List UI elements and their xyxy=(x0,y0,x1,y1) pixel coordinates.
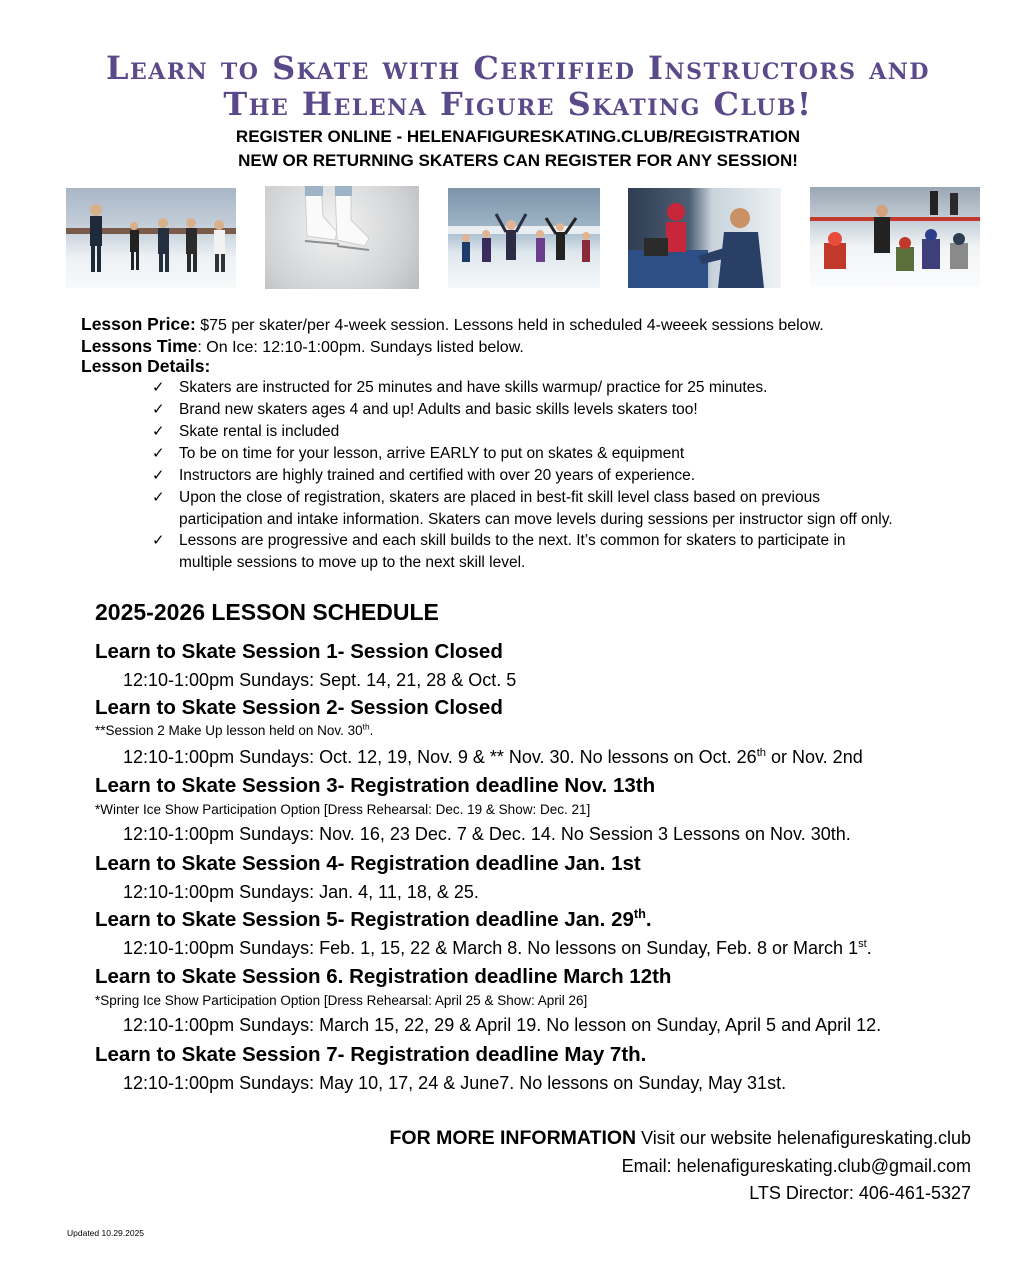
session-2-note-end: . xyxy=(369,723,374,738)
session-5-dates-sup: st xyxy=(858,938,867,950)
lesson-time-text: : On Ice: 12:10-1:00pm. Sundays listed below. xyxy=(197,339,524,356)
photo-kids-celebrating xyxy=(448,188,600,288)
session-1-title: Learn to Skate Session 1- Session Closed xyxy=(95,640,503,663)
check-icon: ✓ xyxy=(152,489,165,506)
session-5-title-end: . xyxy=(645,908,652,931)
detail-item-continued: multiple sessions to move up to the next skill level. xyxy=(179,554,526,571)
session-5-title-text: Learn to Skate Session 5- Registration deadline Jan. 29 xyxy=(95,908,634,931)
lesson-price xyxy=(81,314,824,336)
photo-coach-helping-child xyxy=(628,188,781,288)
check-icon: ✓ xyxy=(152,401,165,418)
check-icon: ✓ xyxy=(152,445,165,462)
lesson-price-label: Lesson Price: xyxy=(81,314,196,334)
title-line-2: The Helena Figure Skating Club! xyxy=(223,85,813,123)
detail-item: Brand new skaters ages 4 and up! Adults and basic skills levels skaters too! xyxy=(179,401,698,418)
session-2-dates-sup: th xyxy=(756,747,766,759)
session-3-dates: 12:10-1:00pm Sundays: Nov. 16, 23 Dec. 7 & Dec. 14. No Session 3 Lessons on Nov. 30th. xyxy=(123,824,851,844)
check-icon: ✓ xyxy=(152,423,165,440)
session-6-dates: 12:10-1:00pm Sundays: March 15, 22, 29 & April 19. No lesson on Sunday, April 5 and April 12. xyxy=(123,1015,882,1035)
session-7-title: Learn to Skate Session 7- Registration deadline May 7th. xyxy=(95,1043,647,1066)
lesson-time-label: Lessons Time xyxy=(81,336,198,356)
check-icon: ✓ xyxy=(152,467,165,484)
session-2-dates xyxy=(123,745,863,769)
session-7-dates: 12:10-1:00pm Sundays: May 10, 17, 24 & June7. No lessons on Sunday, May 31st. xyxy=(123,1073,787,1093)
lesson-price-text: $75 per skater/per 4-week session. Lessons held in scheduled 4-weeek sessions below. xyxy=(195,317,824,334)
session-5-title-sup: th xyxy=(633,906,646,922)
detail-item: To be on time for your lesson, arrive EARLY to put on skates & equipment xyxy=(179,445,685,462)
updated-date: Updated 10.29.2025 xyxy=(67,1228,145,1238)
detail-item: Skaters are instructed for 25 minutes and have skills warmup/ practice for 25 minutes. xyxy=(179,379,768,396)
detail-item: Skate rental is included xyxy=(179,423,340,440)
session-5-title xyxy=(95,907,652,933)
session-4-dates: 12:10-1:00pm Sundays: Jan. 4, 11, 18, & 25. xyxy=(123,882,479,902)
website-text: Visit our website helenafigureskating.club xyxy=(636,1128,971,1148)
more-info-line xyxy=(390,1125,972,1151)
session-5-dates-end: . xyxy=(866,938,872,958)
session-5-dates-text: 12:10-1:00pm Sundays: Feb. 1, 15, 22 & March 8. No lessons on Sunday, Feb. 8 or March 1 xyxy=(123,938,859,958)
check-icon: ✓ xyxy=(152,532,165,549)
session-2-note xyxy=(95,722,373,740)
session-3-note: *Winter Ice Show Participation Option [Dress Rehearsal: Dec. 19 & Show: Dec. 21] xyxy=(95,802,591,817)
check-icon: ✓ xyxy=(152,379,165,396)
photo-instructor-with-kids xyxy=(810,187,980,287)
lesson-details-label: Lesson Details: xyxy=(81,356,211,376)
lesson-time xyxy=(81,336,524,358)
session-2-note-text: **Session 2 Make Up lesson held on Nov. 30 xyxy=(95,723,363,738)
schedule-heading: 2025-2026 LESSON SCHEDULE xyxy=(95,599,439,625)
session-2-dates-end: or Nov. 2nd xyxy=(766,747,863,767)
register-online-text: REGISTER ONLINE - HELENAFIGURESKATING.CLUB/REGISTRATION xyxy=(235,127,801,146)
session-3-title: Learn to Skate Session 3- Registration deadline Nov. 13th xyxy=(95,774,656,797)
session-2-note-sup: th xyxy=(362,721,370,732)
detail-item: Lessons are progressive and each skill builds to the next. It’s common for skaters to participate in xyxy=(179,532,846,549)
detail-item: Upon the close of registration, skaters are placed in best-fit skill level class based on previous xyxy=(179,489,820,506)
session-2-title: Learn to Skate Session 2- Session Closed xyxy=(95,696,503,719)
session-2-dates-text: 12:10-1:00pm Sundays: Oct. 12, 19, Nov. 9 & ** Nov. 30. No lessons on Oct. 26 xyxy=(123,747,757,767)
title-line-1: Learn to Skate with Certified Instructors and xyxy=(106,49,930,87)
session-4-title: Learn to Skate Session 4- Registration deadline Jan. 1st xyxy=(95,852,641,875)
photo-skates-closeup xyxy=(265,186,419,289)
session-5-dates xyxy=(123,936,872,960)
detail-item: Instructors are highly trained and certified with over 20 years of experience. xyxy=(179,467,696,484)
session-1-dates: 12:10-1:00pm Sundays: Sept. 14, 21, 28 & Oct. 5 xyxy=(123,670,517,690)
email-text: Email: helenafigureskating.club@gmail.com xyxy=(621,1156,971,1176)
more-info-label: FOR MORE INFORMATION xyxy=(389,1127,637,1149)
session-6-note: *Spring Ice Show Participation Option [Dress Rehearsal: April 25 & Show: April 26] xyxy=(95,993,588,1008)
director-phone: LTS Director: 406-461-5327 xyxy=(749,1183,971,1203)
new-returning-text: NEW OR RETURNING SKATERS CAN REGISTER FOR ANY SESSION! xyxy=(238,151,798,170)
photo-skaters-group xyxy=(66,188,236,288)
detail-item-continued: participation and intake information. Skaters can move levels during sessions per instructor sign off only. xyxy=(179,511,893,528)
session-6-title: Learn to Skate Session 6. Registration deadline March 12th xyxy=(95,965,672,988)
